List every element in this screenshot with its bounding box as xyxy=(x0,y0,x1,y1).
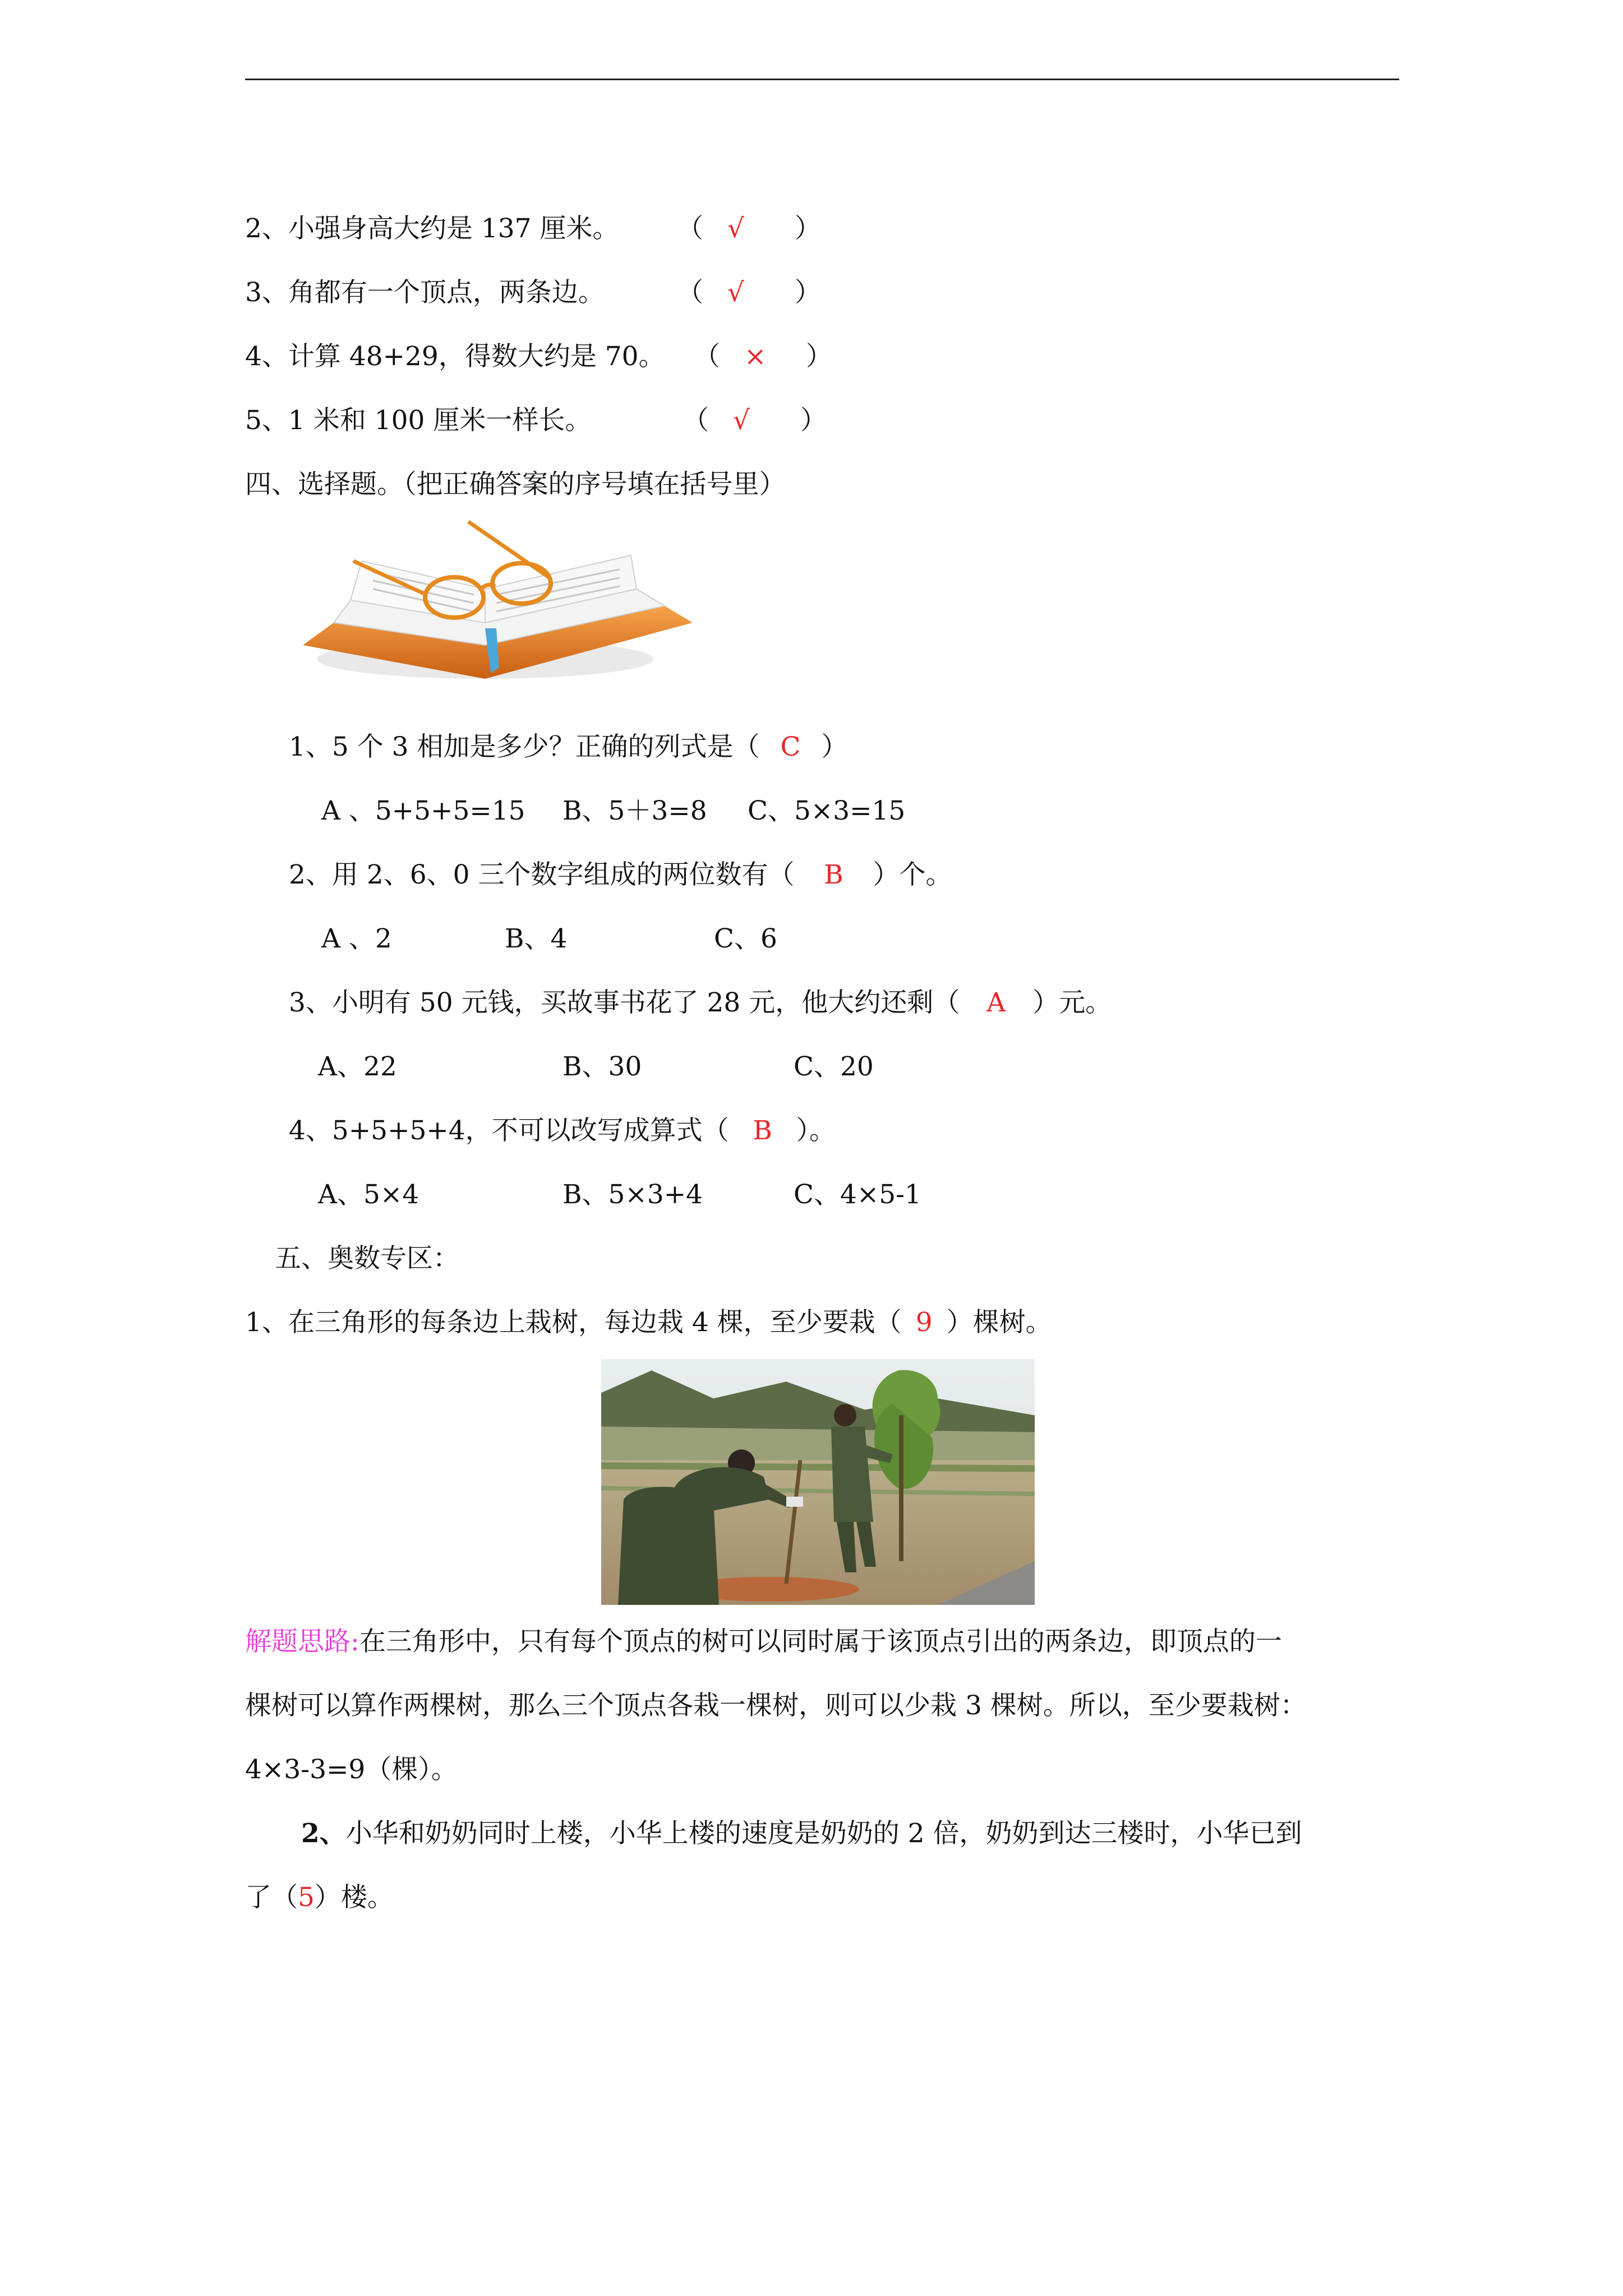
choice-q3: 3、小明有 50 元钱，买故事书花了 28 元，他大约还剩（ A ）元。 xyxy=(289,987,1112,1018)
choice-q2-options xyxy=(321,922,777,956)
q4-option-c: C、4×5-1 xyxy=(794,1179,921,1210)
solution-line-2: 棵树可以算作两棵树，那么三个顶点各栽一棵树，则可以少栽 3 棵树。所以，至少要栽树： xyxy=(245,1690,1307,1721)
q3-option-a: A、22 xyxy=(318,1051,397,1082)
judge-item-5: 5、1 米和 100 厘米一样长。 （ √ ） xyxy=(245,405,827,436)
q1-option-b: B、5＋3=8 xyxy=(562,795,707,826)
solution-line-3: 4×3-3=9（棵）。 xyxy=(245,1754,458,1785)
q3-option-b: B、30 xyxy=(562,1051,642,1082)
q3-option-c: C、20 xyxy=(794,1051,874,1082)
choice-q4: 4、5+5+5+4，不可以改写成算式（ B ）。 xyxy=(289,1115,836,1146)
choice-q1: 1、5 个 3 相加是多少？正确的列式是（ C ） xyxy=(289,731,848,762)
q2-option-b: B、4 xyxy=(505,923,568,954)
olympiad-q2-line-1: 2、小华和奶奶同时上楼，小华上楼的速度是奶奶的 2 倍，奶奶到达三楼时，小华已到 xyxy=(301,1818,1302,1849)
section5-title: 五、奥数专区： xyxy=(275,1243,459,1274)
olympiad-q2-line-2: 了（5）楼。 xyxy=(245,1882,394,1913)
solution-label: 解题思路: xyxy=(245,1626,359,1657)
choice-q3-options xyxy=(318,1050,874,1084)
judge-item-2: 2、小强身高大约是 137 厘米。 （ √ ） xyxy=(245,213,821,244)
tree-planting-photo xyxy=(601,1359,1035,1605)
choice-q2: 2、用 2、6、0 三个数字组成的两位数有（ B ）个。 xyxy=(289,859,952,890)
book-glasses-image xyxy=(300,516,693,684)
q1-option-c: C、5×3=15 xyxy=(748,795,906,826)
judge-item-4: 4、计算 48+29，得数大约是 70。 （ × ） xyxy=(245,341,832,372)
q4-option-a: A、5×4 xyxy=(318,1179,419,1210)
section4-title: 四、选择题。（把正确答案的序号填在括号里） xyxy=(245,469,786,500)
q4-option-b: B、5×3+4 xyxy=(562,1179,703,1210)
choice-q1-options xyxy=(321,794,906,828)
olympiad-q1: 1、在三角形的每条边上栽树，每边栽 4 棵，至少要栽（ 9 ）棵树。 xyxy=(245,1307,1052,1338)
judge-item-3: 3、角都有一个顶点，两条边。 （ √ ） xyxy=(245,277,821,308)
q2-option-c: C、6 xyxy=(714,923,777,954)
q1-option-a: A 、5+5+5=15 xyxy=(321,795,525,826)
choice-q4-options xyxy=(318,1178,921,1212)
q2-option-a: A 、2 xyxy=(321,923,392,954)
solution-line-1: 解题思路:在三角形中，只有每个顶点的树可以同时属于该顶点引出的两条边，即顶点的一 xyxy=(245,1626,1282,1657)
header-rule xyxy=(245,79,1399,80)
